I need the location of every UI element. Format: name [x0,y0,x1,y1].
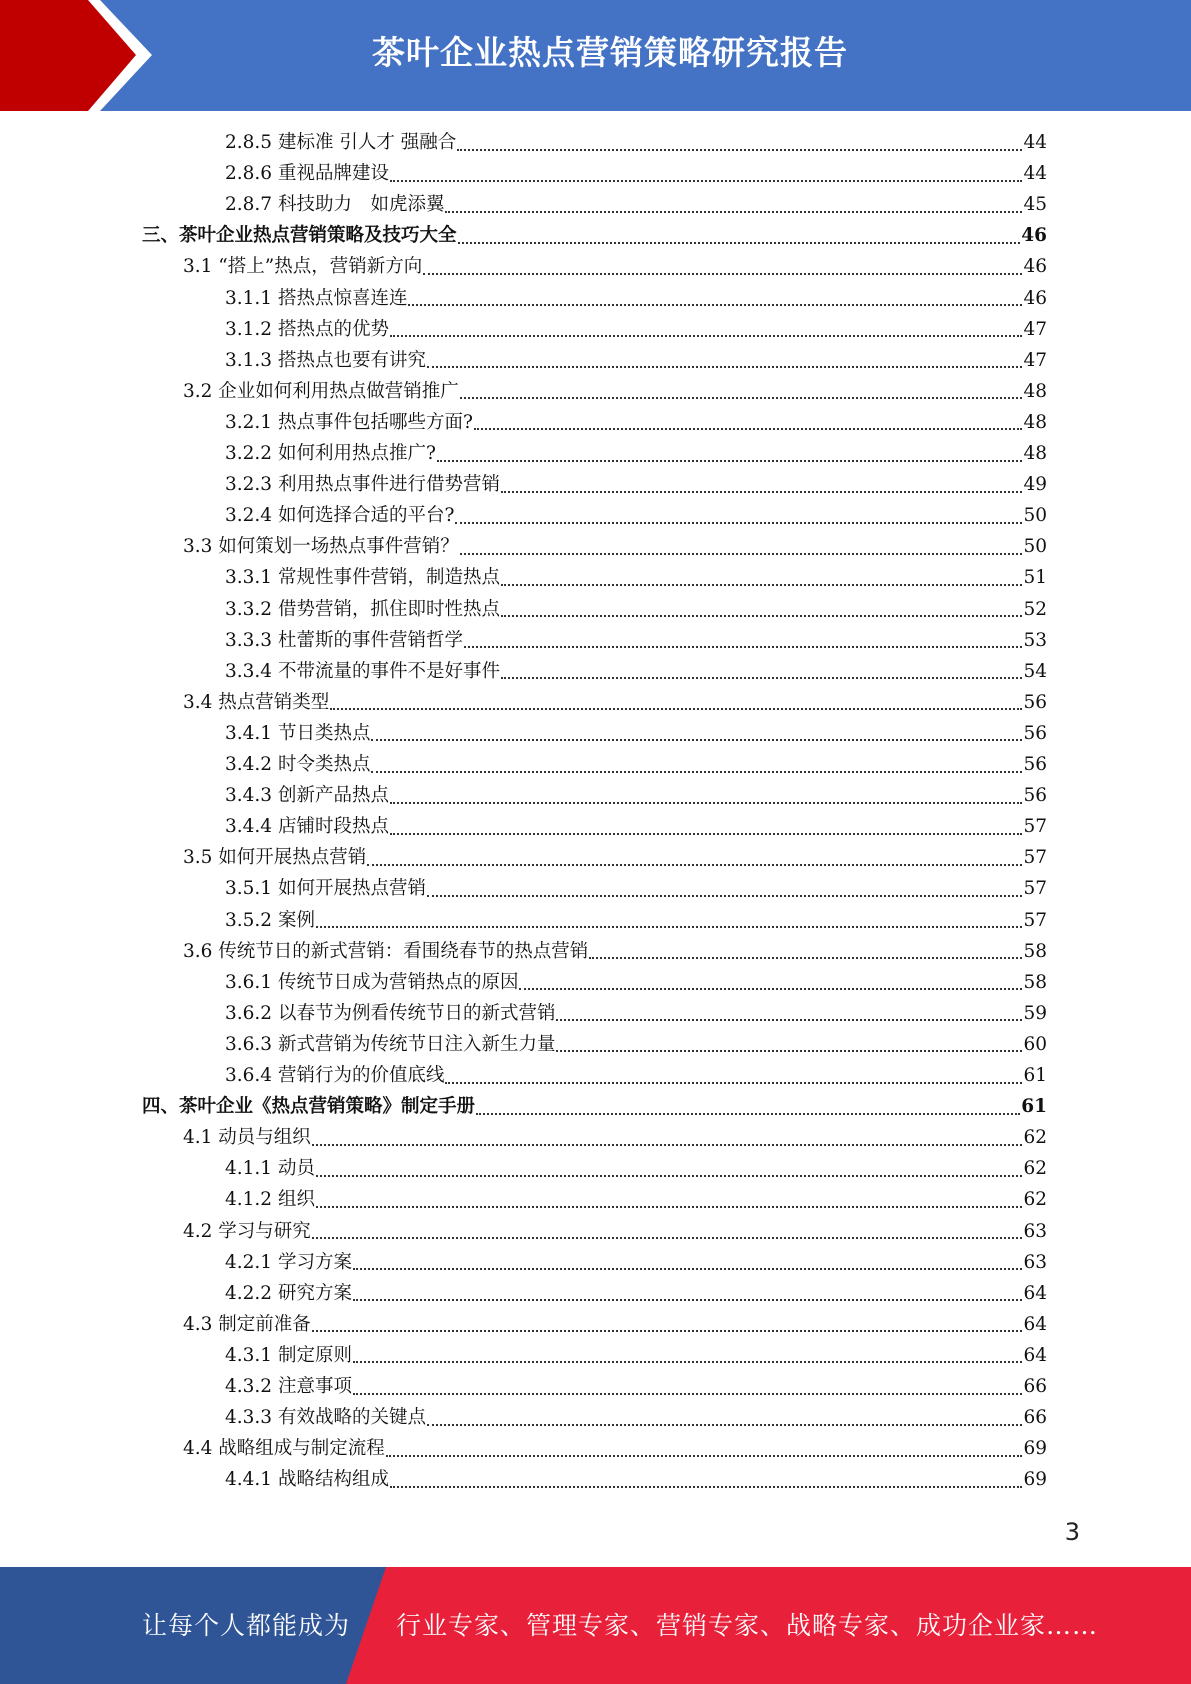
toc-entry[interactable] [225,1464,1047,1495]
toc-entry[interactable] [225,500,1047,531]
toc-entry-label: 3.5 如何开展热点营销 [183,847,367,869]
toc-dot-leader [501,677,1022,679]
toc-dot-leader [371,771,1022,773]
toc-entry-page: 45 [1023,194,1047,216]
toc-entry[interactable] [225,1153,1047,1184]
toc-entry-label: 4.3.2 注意事项 [225,1376,352,1397]
toc-entry-label: 3.2 企业如何利用热点做营销推广 [183,380,459,402]
toc-entry-page: 60 [1023,1033,1047,1055]
toc-entry-page: 56 [1023,691,1047,713]
toc-dot-leader [423,273,1022,275]
toc-entry[interactable] [225,811,1047,842]
toc-entry-page: 63 [1023,1220,1047,1242]
toc-dot-leader [519,988,1022,990]
toc-entry[interactable] [225,562,1047,593]
toc-entry-label: 3.2.1 热点事件包括哪些方面? [225,411,473,433]
table-of-contents [0,127,1191,1517]
toc-entry[interactable] [183,936,1047,967]
toc-entry[interactable] [225,905,1047,936]
toc-entry-label: 3.1.3 搭热点也要有讲究 [225,349,426,371]
toc-entry-page: 47 [1023,318,1047,340]
toc-entry-label: 3.5.2 案例 [225,909,315,931]
toc-dot-leader [427,1424,1022,1426]
toc-entry-label: 3.6.3 新式营销为传统节日注入新生力量 [225,1033,556,1055]
toc-dot-leader [427,366,1022,368]
toc-entry-label: 3.2.3 利用热点事件进行借势营销 [225,474,500,496]
toc-entry[interactable] [225,345,1047,376]
toc-dot-leader [316,1206,1023,1208]
toc-entry[interactable] [225,594,1047,625]
toc-entry[interactable] [225,1371,1047,1402]
toc-entry-label: 3.4 热点营销类型 [183,691,330,713]
toc-entry-label: 4.3 制定前准备 [183,1313,311,1335]
toc-dot-leader [556,1050,1022,1052]
toc-entry[interactable] [225,1402,1047,1433]
page-header [0,0,1191,111]
toc-entry-page: 53 [1023,629,1047,651]
toc-dot-leader [312,1144,1023,1146]
toc-entry-page: 44 [1023,163,1047,185]
toc-dot-leader [316,1175,1023,1177]
toc-entry-label: 3.6.4 营销行为的价值底线 [225,1065,445,1086]
toc-dot-leader [464,646,1022,648]
toc-entry[interactable] [225,314,1047,345]
toc-entry-label: 4.2.2 研究方案 [225,1282,352,1304]
toc-entry[interactable] [183,842,1047,873]
toc-entry[interactable] [183,1433,1047,1464]
toc-entry-label: 3.3 如何策划一场热点事件营销？ [183,536,459,558]
toc-entry-page: 56 [1023,754,1047,775]
toc-entry-page: 69 [1023,1438,1047,1460]
toc-entry-label: 3.4.2 时令类热点 [225,754,371,775]
toc-dot-leader [330,708,1022,710]
toc-entry-label: 3.4.1 节日类热点 [225,722,371,744]
toc-entry-page: 50 [1023,505,1047,527]
toc-entry[interactable] [183,531,1047,562]
toc-entry-page: 64 [1023,1344,1047,1366]
toc-entry-page: 64 [1023,1313,1047,1335]
toc-dot-leader [390,802,1022,804]
toc-entry[interactable] [225,469,1047,500]
toc-entry-label: 4.2.1 学习方案 [225,1251,352,1273]
toc-entry-label: 3.2.4 如何选择合适的平台? [225,505,455,527]
toc-entry-label: 3.1.2 搭热点的优势 [225,318,389,340]
toc-entry-label: 4.3.1 制定原则 [225,1344,352,1366]
toc-dot-leader [445,211,1022,213]
page-number: 3 [1064,1518,1080,1546]
toc-entry-page: 48 [1023,411,1047,433]
toc-entry-page: 54 [1023,660,1047,682]
toc-entry-page: 46 [1023,256,1047,278]
toc-entry-label: 3.4.3 创新产品热点 [225,785,389,807]
toc-entry-page: 46 [1023,287,1047,309]
toc-dot-leader [458,242,1021,244]
toc-dot-leader [386,1455,1023,1457]
toc-entry-page: 61 [1021,1096,1047,1118]
toc-dot-leader [437,460,1023,462]
toc-entry[interactable] [225,1060,1047,1091]
toc-entry-page: 49 [1023,474,1047,496]
toc-entry-page: 47 [1023,349,1047,371]
document-title: 茶叶企业热点营销策略研究报告 [372,33,848,72]
toc-entry-page: 62 [1023,1189,1047,1211]
toc-dot-leader [353,1268,1023,1270]
toc-entry-label: 3.3.4 不带流量的事件不是好事件 [225,660,500,682]
toc-dot-leader [390,1486,1022,1488]
header-red-arrow-icon [0,0,160,111]
toc-entry[interactable] [225,656,1047,687]
footer-slogan-right: 行业专家、管理专家、营销专家、战略专家、成功企业家…… [396,1611,1099,1640]
toc-dot-leader [316,926,1023,928]
toc-entry-label: 三、茶叶企业热点营销策略及技巧大全 [142,225,457,247]
toc-dot-leader [457,149,1022,151]
toc-entry[interactable] [225,1247,1047,1278]
toc-entry-label: 4.1.1 动员 [225,1158,315,1180]
toc-entry-page: 46 [1021,225,1047,247]
page-footer [0,1567,1191,1684]
toc-entry-page: 69 [1023,1469,1047,1491]
toc-entry[interactable] [142,1091,1047,1122]
toc-entry[interactable] [183,376,1047,407]
toc-entry-label: 4.4.1 战略结构组成 [225,1469,389,1491]
toc-entry[interactable] [225,625,1047,656]
toc-dot-leader [312,1237,1023,1239]
toc-dot-leader [556,1019,1022,1021]
toc-entry[interactable] [225,127,1047,158]
toc-entry[interactable] [225,967,1047,998]
toc-entry[interactable] [225,1340,1047,1371]
toc-entry-label: 3.1 “搭上”热点，营销新方向 [183,256,423,278]
toc-entry[interactable] [183,251,1047,282]
toc-dot-leader [501,584,1022,586]
toc-dot-leader [367,864,1022,866]
toc-entry-page: 58 [1023,940,1047,962]
toc-entry-page: 44 [1023,132,1047,153]
toc-dot-leader [408,304,1022,306]
toc-dot-leader [589,957,1022,959]
toc-dot-leader [460,553,1023,555]
toc-entry[interactable] [225,749,1047,780]
toc-entry-label: 3.6 传统节日的新式营销：看围绕春节的热点营销 [183,940,589,962]
toc-entry-label: 3.5.1 如何开展热点营销 [225,878,426,900]
toc-entry[interactable] [183,1122,1047,1153]
toc-dot-leader [390,335,1022,337]
toc-dot-leader [390,833,1022,835]
toc-dot-leader [353,1361,1023,1363]
toc-entry-page: 52 [1023,598,1047,620]
toc-dot-leader [371,739,1022,741]
toc-entry[interactable] [183,1216,1047,1247]
toc-entry-label: 3.3.2 借势营销，抓住即时性热点 [225,598,500,620]
footer-slogan-left: 让每个人都能成为 [142,1611,351,1640]
toc-entry-label: 2.8.5 建标准 引人才 强融合 [225,132,457,153]
toc-entry-label: 3.6.2 以春节为例看传统节日的新式营销 [225,1002,556,1024]
toc-entry[interactable] [225,407,1047,438]
toc-entry-page: 57 [1023,816,1047,838]
toc-entry-label: 2.8.7 科技助力 如虎添翼 [225,194,445,216]
toc-entry-page: 66 [1023,1407,1047,1429]
toc-dot-leader [455,522,1022,524]
toc-entry-page: 48 [1023,380,1047,402]
toc-entry-label: 四、茶叶企业《热点营销策略》制定手册 [142,1096,476,1118]
toc-entry-label: 3.6.1 传统节日成为营销热点的原因 [225,971,519,993]
toc-entry[interactable] [183,687,1047,718]
toc-entry-label: 4.4 战略组成与制定流程 [183,1438,385,1460]
toc-entry-page: 56 [1023,722,1047,744]
toc-entry[interactable] [225,998,1047,1029]
toc-entry-page: 62 [1023,1127,1047,1149]
toc-entry[interactable] [183,1309,1047,1340]
toc-entry[interactable] [225,1278,1047,1309]
toc-entry-page: 57 [1023,909,1047,931]
toc-entry-page: 58 [1023,971,1047,993]
toc-entry-page: 59 [1023,1002,1047,1024]
toc-entry[interactable] [225,438,1047,469]
toc-dot-leader [474,428,1023,430]
toc-entry-label: 4.1 动员与组织 [183,1127,311,1149]
toc-entry[interactable] [225,780,1047,811]
toc-entry-label: 4.1.2 组织 [225,1189,315,1211]
toc-entry-label: 3.1.1 搭热点惊喜连连 [225,287,408,309]
toc-entry-page: 57 [1023,847,1047,869]
toc-entry-label: 3.3.3 杜蕾斯的事件营销哲学 [225,629,463,651]
toc-dot-leader [476,1113,1020,1115]
toc-entry-page: 57 [1023,878,1047,900]
toc-entry[interactable] [225,718,1047,749]
toc-entry[interactable] [142,220,1047,251]
toc-dot-leader [501,615,1022,617]
toc-dot-leader [427,895,1022,897]
toc-entry-label: 3.3.1 常规性事件营销，制造热点 [225,567,500,589]
toc-entry-page: 51 [1023,567,1047,589]
toc-entry-label: 4.3.3 有效战略的关键点 [225,1407,426,1429]
toc-entry[interactable] [225,1184,1047,1215]
toc-dot-leader [460,397,1023,399]
toc-dot-leader [312,1330,1023,1332]
toc-dot-leader [353,1299,1023,1301]
toc-dot-leader [353,1393,1023,1395]
toc-entry[interactable] [225,1029,1047,1060]
toc-entry[interactable] [225,283,1047,314]
toc-dot-leader [445,1082,1022,1084]
toc-entry[interactable] [225,873,1047,904]
toc-entry-page: 63 [1023,1251,1047,1273]
toc-entry-label: 4.2 学习与研究 [183,1220,311,1242]
toc-entry[interactable] [225,189,1047,220]
toc-entry-page: 62 [1023,1158,1047,1180]
toc-dot-leader [390,180,1022,182]
toc-entry-label: 3.4.4 店铺时段热点 [225,816,389,838]
toc-entry-page: 48 [1023,443,1047,464]
toc-entry-page: 64 [1023,1282,1047,1304]
toc-dot-leader [501,491,1022,493]
toc-entry[interactable] [225,158,1047,189]
toc-entry-label: 2.8.6 重视品牌建设 [225,163,389,185]
toc-entry-label: 3.2.2 如何利用热点推广? [225,443,436,464]
toc-entry-page: 50 [1023,536,1047,558]
toc-entry-page: 56 [1023,785,1047,807]
toc-entry-page: 61 [1023,1065,1047,1086]
toc-entry-page: 66 [1023,1376,1047,1397]
